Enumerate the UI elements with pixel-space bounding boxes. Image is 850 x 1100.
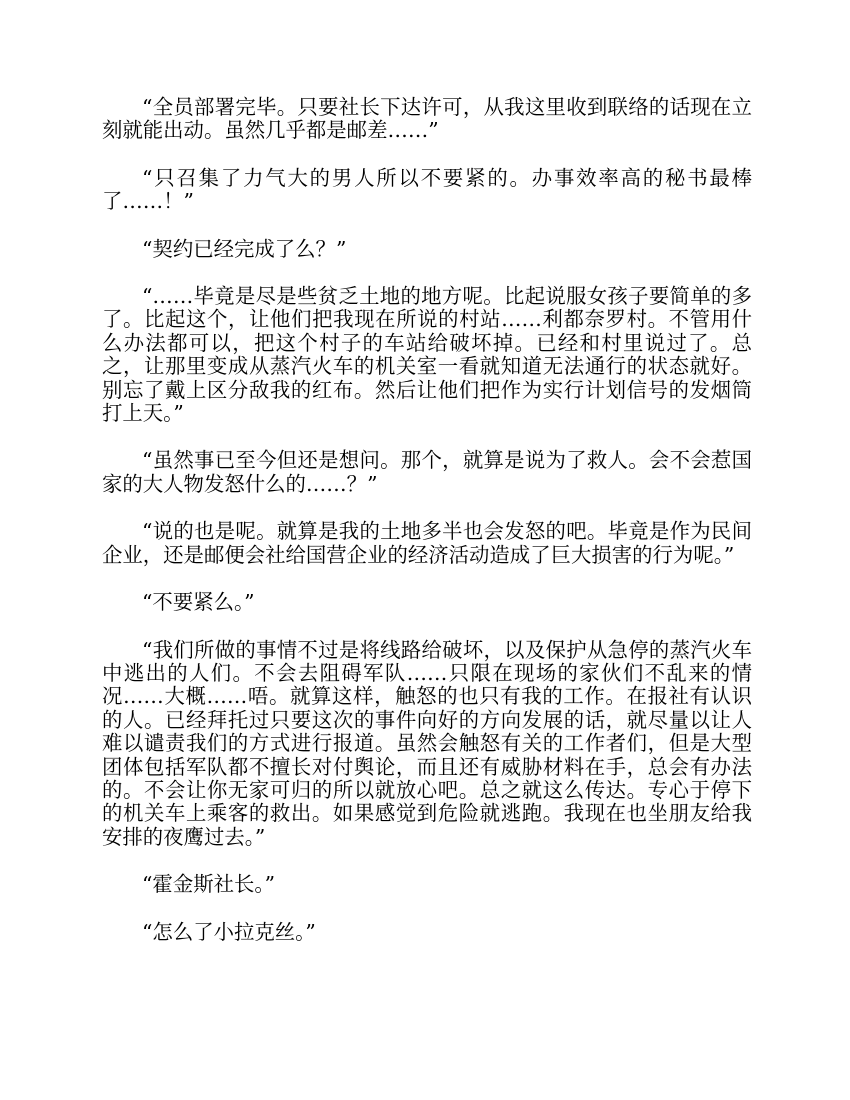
paragraph: “我们所做的事情不过是将线路给破坏，以及保护从急停的蒸汽火车中逃出的人们。不会去阻碍军队……只限在现场的家伙们不乱来的情况……大概……唔。就算这样，触怒的也只有我的工作。在报社有认识的人。已经拜托过只要这次的事件向好的方向发展的话，就尽量以让人难以谴责我们的方式进行报道。虽然会触怒有关的工作者们，但是大型团体包括军队都不擅长对付舆论，而且还有威胁材料在手，总会有办法的。不会让你无家可归的所以就放心吧。总之就这么传达。专心于停下的机关车上乘客的救出。如果感觉到危险就逃跑。我现在也坐朋友给我安排的夜鹰过去。” bbox=[102, 637, 752, 849]
paragraph: “……毕竟是尽是些贫乏土地的地方呢。比起说服女孩子要简单的多了。比起这个，让他们把我现在所说的村站……利都奈罗村。不管用什么办法都可以，把这个村子的车站给破坏掉。已经和村里说过了。总之，让那里变成从蒸汽火车的机关室一看就知道无法通行的状态就好。别忘了戴上区分敌我的红布。然后让他们把作为实行计划信号的发烟筒打上天。” bbox=[102, 284, 752, 426]
document-page bbox=[102, 96, 752, 968]
paragraph: “虽然事已至今但还是想问。那个，就算是说为了救人。会不会惹国家的大人物发怒什么的……？” bbox=[102, 448, 752, 496]
paragraph: “只召集了力气大的男人所以不要紧的。办事效率高的秘书最棒了……！” bbox=[102, 165, 752, 214]
paragraph: “不要紧么。” bbox=[142, 590, 255, 615]
paragraph: “怎么了小拉克丝。” bbox=[142, 919, 316, 944]
paragraph: “契约已经完成了么？” bbox=[142, 236, 347, 261]
paragraph: “说的也是呢。就算是我的土地多半也会发怒的吧。毕竟是作为民间企业，还是邮便会社给国营企业的经济活动造成了巨大损害的行为呢。” bbox=[102, 519, 752, 567]
paragraph: “霍金斯社长。” bbox=[142, 872, 275, 897]
paragraph: “全员部署完毕。只要社长下达许可，从我这里收到联络的话现在立刻就能出动。虽然几乎都是邮差……” bbox=[102, 95, 752, 143]
